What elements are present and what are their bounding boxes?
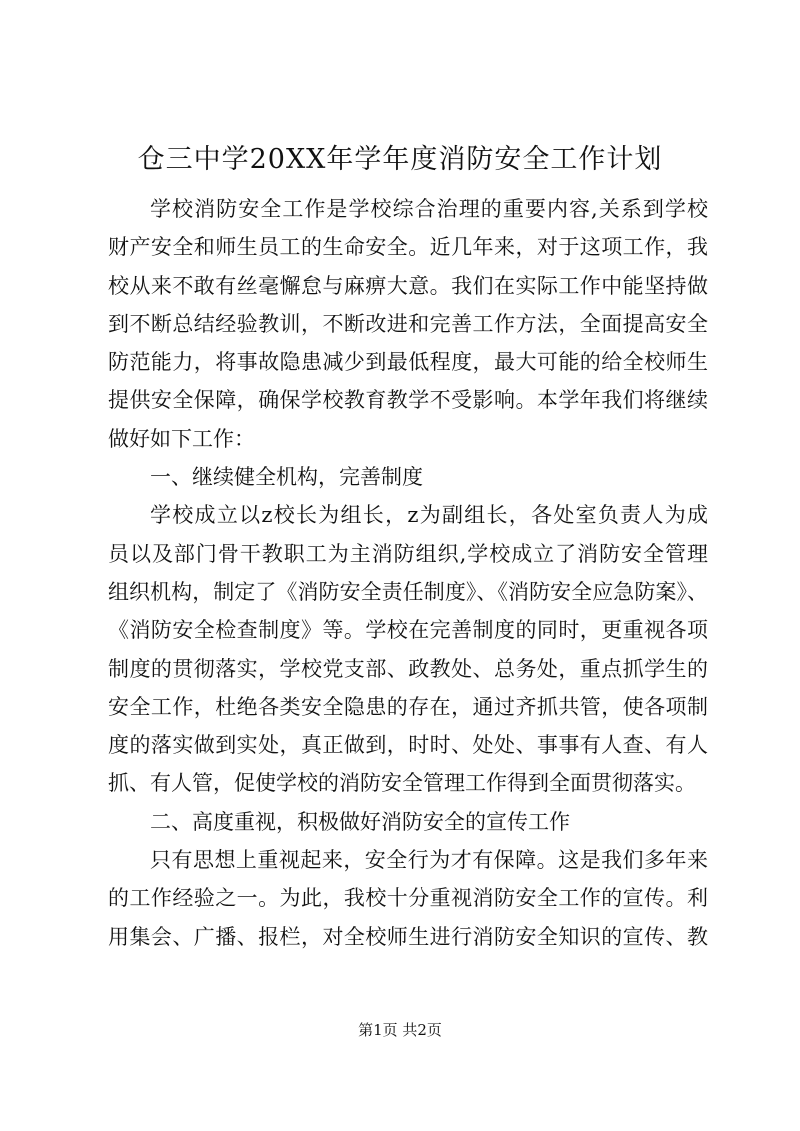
section-heading: 一、继续健全机构，完善制度	[150, 465, 423, 490]
body-line: 学校消防安全工作是学校综合治理的重要内容,关系到学校	[150, 197, 708, 221]
body-line: 安全工作，杜绝各类安全隐患的存在，通过齐抓共管，使各项制	[108, 694, 708, 719]
body-line: 财产安全和师生员工的生命安全。近几年来，对于这项工作，我	[108, 235, 708, 260]
body-line: 提供安全保障，确保学校教育教学不受影响。本学年我们将继续	[108, 388, 708, 413]
body-line: 员以及部门骨干教职工为主消防组织,学校成立了消防安全管理	[108, 541, 708, 566]
page-number: 第1页 共2页	[358, 1021, 442, 1039]
body-line: 防范能力，将事故隐患减少到最低程度，最大可能的给全校师生	[108, 350, 708, 375]
body-line: 抓、有人管，促使学校的消防安全管理工作得到全面贯彻落实。	[108, 771, 696, 796]
body-line: 度的落实做到实处，真正做到，时时、处处、事事有人查、有人	[108, 733, 708, 758]
document-title: 仓三中学20XX年学年度消防安全工作计划	[137, 144, 663, 175]
body-line: 到不断总结经验教训，不断改进和完善工作方法，全面提高安全	[108, 311, 708, 336]
body-line: 学校成立以z校长为组长，z为副组长，各处室负责人为成	[150, 503, 708, 528]
body-line: 只有思想上重视起来，安全行为才有保障。这是我们多年来	[150, 848, 708, 873]
section-heading: 二、高度重视，积极做好消防安全的宣传工作	[150, 809, 570, 834]
body-line: 校从来不敢有丝毫懈怠与麻痹大意。我们在实际工作中能坚持做	[108, 273, 708, 298]
page-footer	[0, 1018, 800, 1042]
body-line: 做好如下工作：	[108, 426, 255, 451]
body-line: 用集会、广播、报栏，对全校师生进行消防安全知识的宣传、教	[108, 924, 708, 949]
body-line: 组织机构，制定了《消防安全责任制度》、《消防安全应急防案》、	[108, 579, 708, 604]
body-line: 制度的贯彻落实，学校党支部、政教处、总务处，重点抓学生的	[108, 656, 708, 681]
body-line: 《消防安全检查制度》等。学校在完善制度的同时，更重视各项	[108, 618, 708, 643]
body-line: 的工作经验之一。为此，我校十分重视消防安全工作的宣传。利	[108, 886, 708, 911]
document-body	[108, 190, 708, 956]
